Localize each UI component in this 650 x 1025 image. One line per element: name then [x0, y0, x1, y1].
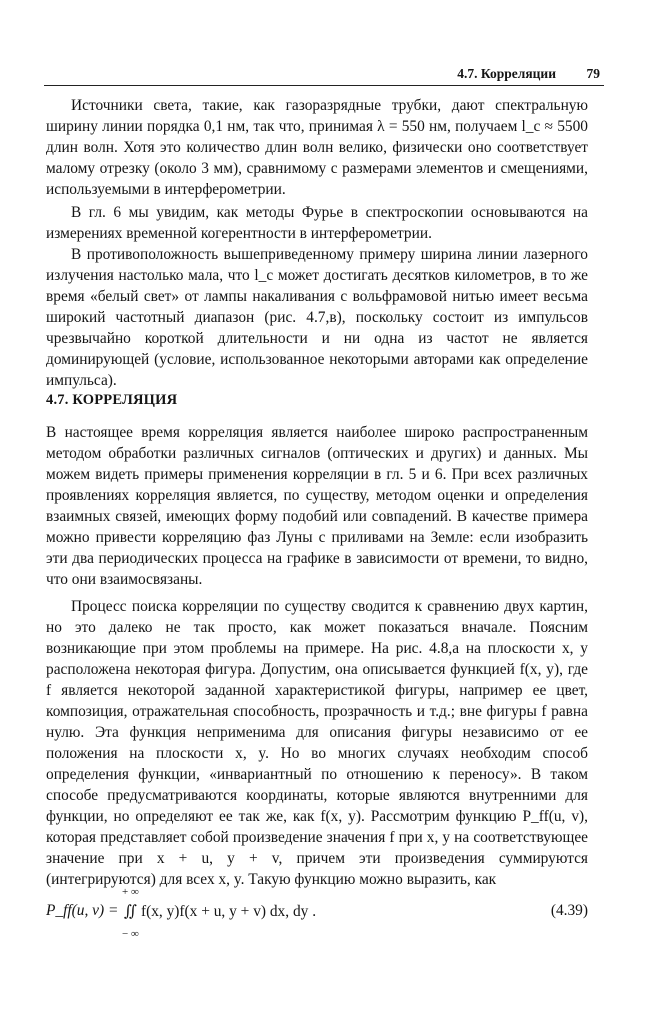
paragraph-2-block	[46, 202, 588, 244]
paragraph-1-block	[46, 95, 588, 200]
running-head	[44, 66, 604, 86]
equation-lhs: P_ff(u, v) =	[46, 902, 119, 919]
paragraph-4-block	[46, 422, 588, 590]
equation-4-39	[46, 888, 588, 938]
paragraph-1: Источники света, такие, как газоразрядные трубки, дают спектральную ширину линии порядка 0,1 нм, так что, принимая λ = 550 нм, получаем l_c ≈ 5500 длин волн. Хотя это количество длин волн велико, физически оно соответствует малому отрезку (около 3 мм), сравнимому с размерами элементов и смещениями, используемыми в интерферометрии.	[46, 97, 588, 198]
paragraph-5: Процесс поиска корреляции по существу сводится к сравнению двух картин, но это далеко не так просто, как может показаться вначале. Поясним возникающие при этом проблемы на примере. На рис. 4.8,а на плоскости x, y расположена некоторая фигура. Допустим, она описывается функцией f(x, y), где f является некоторой заданной характеристикой фигуры, например ее цвет, композиция, отражательная способность, прозрачность и т.д.; вне фигуры f равна нулю. Эта функция неприменима для описания фигуры независимо от ее положения на плоскости x, y. Но во многих случаях необходим способ определения функции, «инвариантный по отношению к переносу». В таком способе предусматриваются координаты, которые являются внутренними для функции, но определяют ее так же, как f(x, y). Рассмотрим функцию P_ff(u, v), которая представляет собой произведение значения f при x, y на соответствующее значение при x + u, y + v, причем эти произведения суммируются (интегрируются) для всех x, y. Такую функцию можно выразить, как	[46, 598, 588, 888]
upper-limit: + ∞	[122, 886, 139, 898]
paragraph-5-block	[46, 596, 588, 890]
paragraph-3-block	[46, 244, 588, 391]
paragraph-2: В гл. 6 мы увидим, как методы Фурье в спектроскопии основываются на измерениях временной когерентности в интерферометрии.	[46, 204, 588, 242]
paragraph-4: В настоящее время корреляция является наиболее широко распространенным методом обработки различных сигналов (оптических и других) и данных. Мы можем видеть примеры применения корреляции в гл. 5 и 6. При всех различных проявлениях корреляция является, по существу, методом оценки и определения взаимных связей, имеющих форму подобий или совпадений. В качестве примера можно привести корреляцию фаз Луны с приливами на Земле: если изобразить эти два периодических процесса на графике в зависимости от времени, то видно, что они взаимосвязаны.	[46, 424, 588, 588]
section-heading: 4.7. КОРРЕЛЯЦИЯ	[46, 392, 178, 408]
lower-limit: − ∞	[122, 928, 139, 940]
equation-rhs: ∬ f(x, y)f(x + u, y + v) dx, dy .	[124, 903, 317, 920]
page-number: 79	[586, 66, 600, 81]
running-head-title: 4.7. Корреляции	[457, 66, 556, 81]
paragraph-3: В противоположность вышеприведенному примеру ширина линии лазерного излучения настолько мала, что l_c может достигать десятков километров, в то же время «белый свет» от лампы накаливания с вольфрамовой нитью имеет весьма широкий частотный диапазон (рис. 4.7,в), поскольку состоит из импульсов чрезвычайно короткой длительности и ни одна из частот не является доминирующей (условие, использованное некоторыми авторами как определение импульса).	[46, 246, 588, 389]
equation-number: (4.39)	[550, 902, 588, 919]
header-rule	[44, 85, 604, 86]
